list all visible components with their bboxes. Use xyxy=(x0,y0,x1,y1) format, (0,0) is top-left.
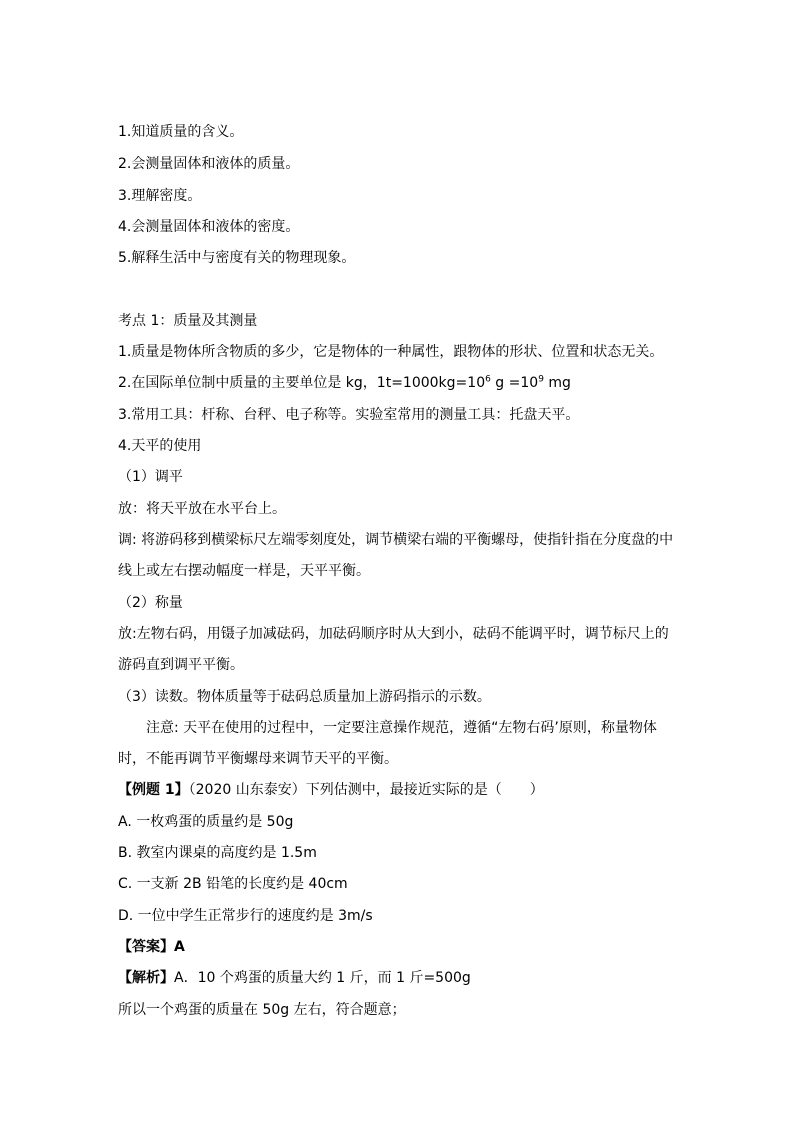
step-3: （3）读数。物体质量等于砝码总质量加上游码指示的示数。 xyxy=(118,689,491,705)
point-2-suffix: mg xyxy=(543,375,571,391)
point-2-mid: g =10 xyxy=(490,375,539,391)
step-1-put: 放：将天平放在水平台上。 xyxy=(118,501,286,517)
option-a: A. 一枚鸡蛋的质量约是 50g xyxy=(118,814,294,830)
answer-line xyxy=(118,938,185,956)
analysis-label: 【解析】 xyxy=(118,970,174,986)
note-line-2: 时，不能再调节平衡螺母来调节天平的平衡。 xyxy=(118,751,398,767)
goal-5: 5.解释生活中与密度有关的物理现象。 xyxy=(118,250,356,266)
answer-value: A xyxy=(174,939,185,955)
note-line-1: 注意: 天平在使用的过程中，一定要注意操作规范，遵循“左物右码’原则，称量物体 xyxy=(146,720,657,736)
goal-4: 4.会测量固体和液体的密度。 xyxy=(118,219,300,235)
analysis-text-1: A．10 个鸡蛋的质量大约 1 斤，而 1 斤=500g xyxy=(174,970,471,986)
answer-label: 【答案】 xyxy=(118,939,174,955)
step-1-adjust-line-1: 调: 将游码移到横梁标尺左端零刻度处，调节横梁右端的平衡螺母，使指针指在分度盘的中 xyxy=(118,532,674,548)
goal-1: 1.知道质量的含义。 xyxy=(118,124,244,140)
option-c: C. 一支新 2B 铅笔的长度约是 40cm xyxy=(118,876,348,892)
step-2-title: （2）称量 xyxy=(118,595,183,611)
step-1-title: （1）调平 xyxy=(118,469,183,485)
analysis-line-2: 所以一个鸡蛋的质量在 50g 左右，符合题意； xyxy=(118,1002,406,1018)
step-2-line-2: 游码直到调平平衡。 xyxy=(118,657,244,673)
section-title: 考点 1：质量及其测量 xyxy=(118,313,258,329)
step-1-adjust-line-2: 线上或左右摆动幅度一样是，天平平衡。 xyxy=(118,563,370,579)
option-b: B. 教室内课桌的高度约是 1.5m xyxy=(118,845,317,861)
point-3: 3.常用工具：杆称、台秤、电子称等。实验室常用的测量工具：托盘天平。 xyxy=(118,407,580,423)
point-4: 4.天平的使用 xyxy=(118,438,202,454)
point-2 xyxy=(118,374,571,392)
example-question xyxy=(118,781,544,799)
option-d: D. 一位中学生正常步行的速度约是 3m/s xyxy=(118,908,373,924)
analysis-line-1 xyxy=(118,969,471,987)
goal-3: 3.理解密度。 xyxy=(118,188,202,204)
example-label: 【例题 1】 xyxy=(118,782,189,798)
example-question-text: （2020 山东泰安）下列估测中，最接近实际的是（ ） xyxy=(188,782,544,798)
goal-2: 2.会测量固体和液体的质量。 xyxy=(118,156,300,172)
point-2-exp-2: 9 xyxy=(538,374,544,385)
point-2-prefix: 2.在国际单位制中质量的主要单位是 kg，1t=1000kg=10 xyxy=(118,375,486,391)
step-2-line-1: 放:左物右码，用镊子加减砝码，加砝码顺序时从大到小，砝码不能调平时，调节标尺上的 xyxy=(118,626,669,642)
point-2-exp-1: 6 xyxy=(485,374,491,385)
point-1: 1.质量是物体所含物质的多少，它是物体的一种属性，跟物体的形状、位置和状态无关。 xyxy=(118,344,664,360)
